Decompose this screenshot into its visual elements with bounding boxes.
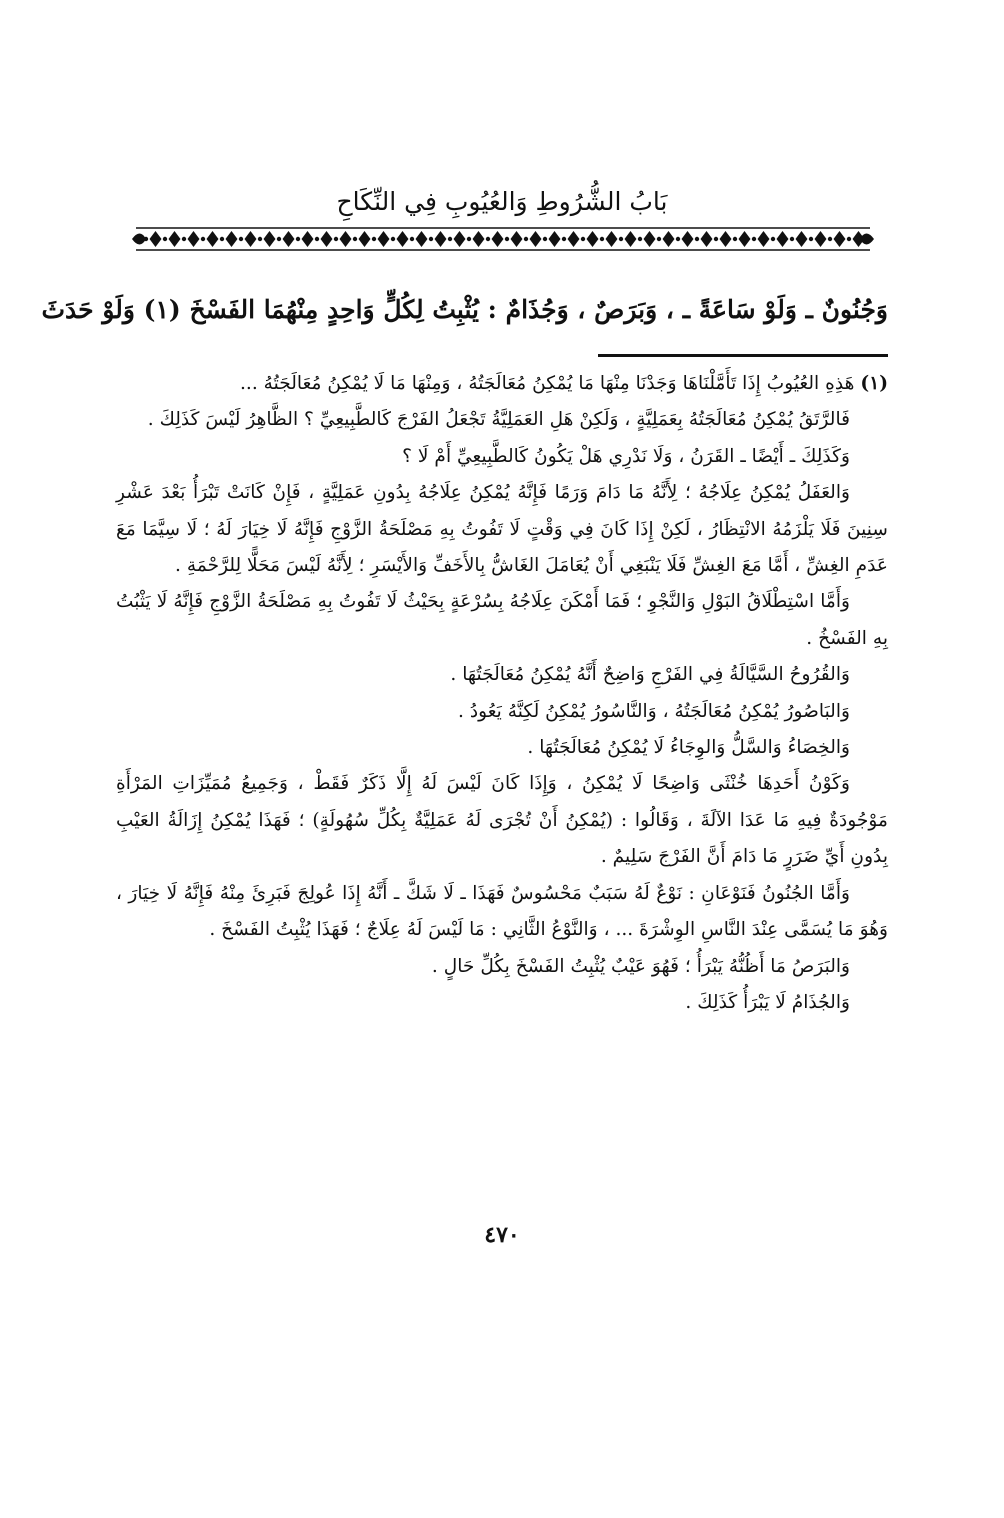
footnote-paragraph-6: وَالقُرُوحُ السَّيَّالَةُ فِي الفَرْجِ وَاضِحٌ أَنَّهُ يُمْكِنُ مُعَالَجَتُهَا .: [450, 664, 850, 686]
footnote-paragraph-10: وَأَمَّا الجُنُونُ فَنَوْعَانِ : نَوْعٌ لَهُ سَبَبٌ مَحْسُوسٌ فَهَذَا ـ لَا شَكَّ ـ أَنَّهُ إِذَا عُولِجَ فَبَرِئَ مِنْهُ فَإِنَّهُ لَا خِيَارَ ، وَهُوَ مَا يُسَمَّى عِنْدَ النَّاسِ الوِشْرَةَ ... ، وَالنَّوْعُ الثَّانِي : مَا لَيْسَ لَهُ عِلَاجٌ ؛ فَهَذَا يُثْبِتُ الفَسْخَ .: [116, 882, 888, 941]
chapter-title: بَابُ الشُّرُوطِ وَالعُيُوبِ فِي النِّكَاحِ: [336, 187, 668, 216]
footnotes-section: [116, 366, 888, 1021]
footnote-paragraph-text: هَذِهِ العُيُوبُ إِذَا تَأَمَّلْنَاهَا وَجَدْنَا مِنْهَا مَا يُمْكِنُ مُعَالَجَتُهُ ، وَمِنْهَا مَا لَا يُمْكِنُ مُعَالَجَتُهُ ...: [240, 373, 855, 394]
footnote-paragraph-8: وَالخِصَاءُ وَالسَّلُّ وَالوِجَاءُ لَا يُمْكِنُ مُعَالَجَتُهَا .: [527, 737, 850, 759]
footnote-separator: [598, 354, 888, 357]
footnote-paragraph-12: وَالجُذَامُ لَا يَبْرَأُ كَذَلِكَ .: [685, 991, 850, 1013]
footnote-paragraph-1: [116, 366, 888, 402]
decorative-border-ornament: [126, 226, 880, 252]
main-text-line: وَجُنُونٌ ـ وَلَوْ سَاعَةً ـ ، وَبَرَصٌ ، وَجُذَامٌ : يُثْبِتُ لِكُلٍّ وَاحِدٍ مِنْهُمَا الفَسْخَ (١) وَلَوْ حَدَثَ: [41, 295, 888, 324]
footnote-paragraph-4: وَالعَفَلُ يُمْكِنُ عِلَاجُهُ ؛ لِأَنَّهُ مَا دَامَ وَرَمًا فَإِنَّهُ يُمْكِنُ عِلَاجُهُ بِدُونِ عَمَلِيَّةٍ ، فَإِنْ كَانَتْ تَبْرَأُ بَعْدَ عَشْرِ سِنِينَ فَلَا يَلْزَمُهُ الانْتِظَارُ ، لَكِنْ إِذَا كَانَ فِي وَقْتٍ لَا تَفُوتُ بِهِ مَصْلَحَةُ الزَّوْجِ فَإِنَّهُ لَا خِيَارَ لَهُ ؛ لَا سِيَّمَا مَعَ عَدَمِ الغِشِّ ، أَمَّا مَعَ الغِشِّ فَلَا يَنْبَغِي أَنْ يُعَامَلَ الغَاشُّ بِالأَخَفِّ وَالأَيْسَرِ ؛ لِأَنَّهُ لَيْسَ مَحَلًّا لِلرَّحْمَةِ .: [116, 482, 888, 577]
footnote-number: (١): [860, 373, 888, 394]
footnote-paragraph-7: وَالبَاصُورُ يُمْكِنُ مُعَالَجَتُهُ ، وَالنَّاسُورُ يُمْكِنُ لَكِنَّهُ يَعُودُ .: [458, 700, 850, 722]
footnote-paragraph-3: وَكَذَلِكَ ـ أَيْضًا ـ القَرَنُ ، وَلَا نَدْرِي هَلْ يَكُونُ كَالطَّبِيعِيِّ أَمْ لَا ؟: [402, 445, 850, 467]
footnote-paragraph-2: فَالرَّتَقُ يُمْكِنُ مُعَالَجَتُهُ بِعَمَلِيَّةٍ ، وَلَكِنْ هَلِ العَمَلِيَّةُ تَجْعَلُ الفَرْجَ كَالطَّبِيعِيِّ ؟ الظَّاهِرُ لَيْسَ كَذَلِكَ .: [147, 409, 850, 431]
footnote-paragraph-5: وَأَمَّا اسْتِطْلَاقُ البَوْلِ وَالنَّجْوِ ؛ فَمَا أَمْكَنَ عِلَاجُهُ بِسُرْعَةٍ بِحَيْثُ لَا تَفُوتُ بِهِ مَصْلَحَةُ الزَّوْجِ فَإِنَّهُ لَا يَثْبُتُ بِهِ الفَسْخُ .: [116, 591, 888, 649]
footnote-paragraph-11: وَالبَرَصُ مَا أَظُنُّهُ يَبْرَأُ ؛ فَهُوَ عَيْبٌ يُثْبِتُ الفَسْخَ بِكُلِّ حَالٍ .: [431, 955, 850, 977]
page-number: ٤٧٠: [484, 1222, 520, 1248]
footnote-paragraph-9: وَكَوْنُ أَحَدِهَا خُنْثَى وَاضِحًا لَا يُمْكِنُ ، وَإِذَا كَانَ لَيْسَ لَهُ إِلَّا ذَكَرٌ فَقَطْ ، وَجَمِيعُ مُمَيِّزَاتِ المَرْأَةِ مَوْجُودَةٌ فِيهِ مَا عَدَا الآلَةَ ، وَقَالُوا : (يُمْكِنُ أَنْ تُجْرَى لَهُ عَمَلِيَّةٌ بِكُلِّ سُهُولَةٍ) ؛ فَهَذَا يُمْكِنُ إِزَالَةُ العَيْبِ بِدُونِ أَيِّ ضَرَرٍ مَا دَامَ أَنَّ الفَرْجَ سَلِيمٌ .: [116, 773, 888, 868]
